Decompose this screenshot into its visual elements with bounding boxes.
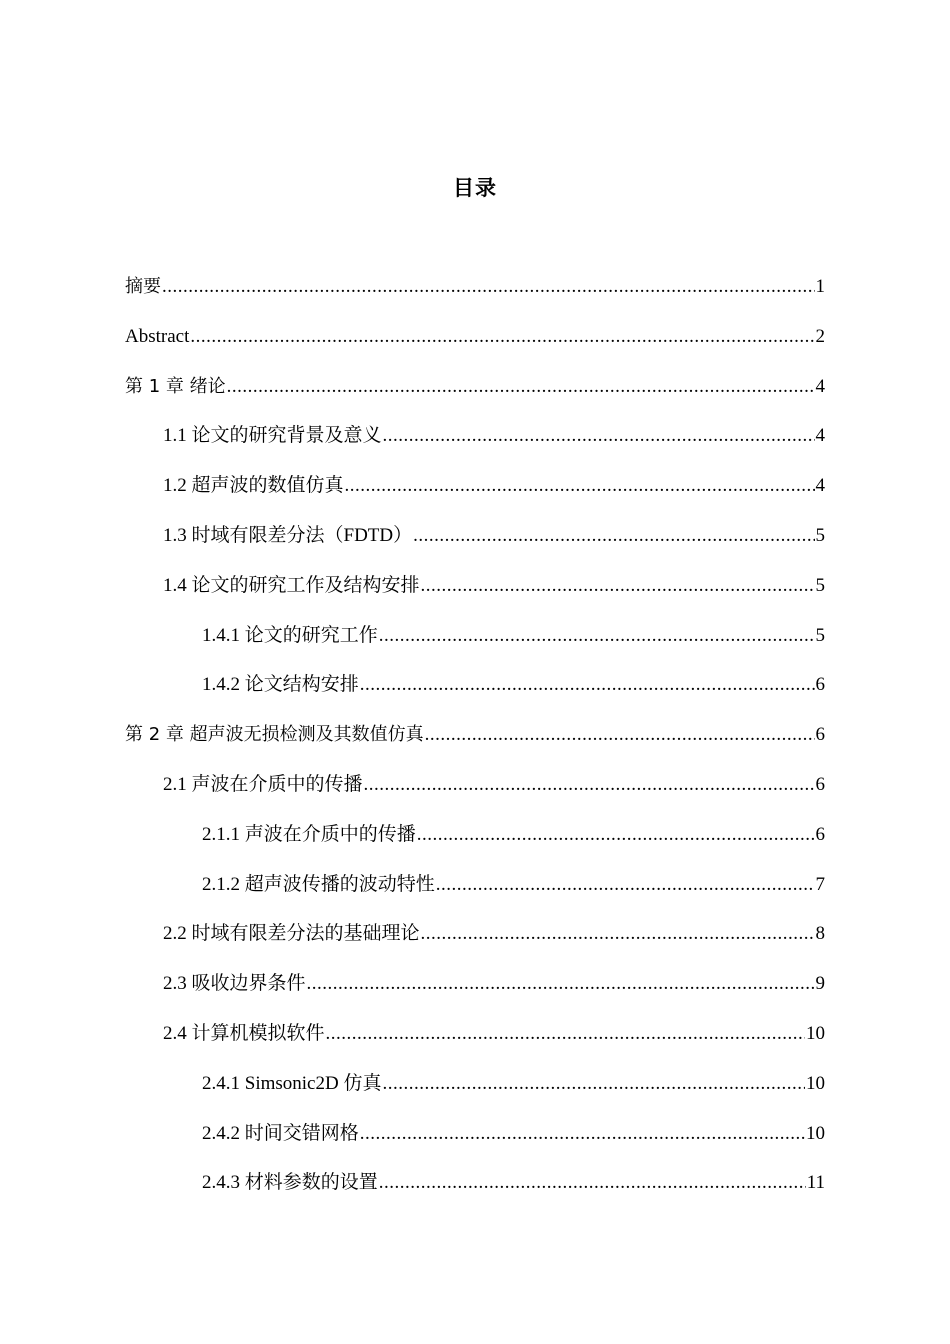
toc-entry-page: 6 <box>815 674 825 696</box>
toc-dot-leader <box>162 262 815 312</box>
toc-dot-leader <box>360 660 815 710</box>
toc-entry[interactable] <box>125 810 825 860</box>
toc-entry[interactable] <box>125 710 825 760</box>
toc-entry-page: 7 <box>815 873 825 895</box>
toc-entry-label: 1.4.1 论文的研究工作 <box>202 624 378 646</box>
toc-entry-page: 6 <box>815 724 825 746</box>
toc-entry-label: 2.4.1 Simsonic2D 仿真 <box>202 1072 382 1094</box>
toc-entry[interactable] <box>125 561 825 611</box>
toc-entry-page: 4 <box>815 475 825 497</box>
toc-entry-page: 4 <box>815 375 825 397</box>
toc-entry-page: 8 <box>815 923 825 945</box>
toc-entry-page: 5 <box>815 624 825 646</box>
toc-entry-label: 2.1.1 声波在介质中的传播 <box>202 823 416 845</box>
toc-entry-page: 6 <box>815 823 825 845</box>
toc-dot-leader <box>421 909 815 959</box>
toc-entry-page: 4 <box>815 425 825 447</box>
toc-entry[interactable] <box>125 1059 825 1109</box>
toc-entry-label: 1.4.2 论文结构安排 <box>202 674 359 696</box>
toc-entry-label: 摘要 <box>125 276 161 297</box>
toc-entry[interactable] <box>125 909 825 959</box>
toc-entry-page: 10 <box>806 1122 825 1144</box>
toc-entry[interactable] <box>125 411 825 461</box>
toc-dot-leader <box>421 561 815 611</box>
toc-entry[interactable] <box>125 362 825 412</box>
toc-entry-label: 第 1 章 绪论 <box>125 375 226 397</box>
toc-entry-page: 11 <box>806 1172 825 1194</box>
toc-entry-label: 2.1.2 超声波传播的波动特性 <box>202 873 435 895</box>
toc-dot-leader <box>383 411 815 461</box>
toc-entry-page: 10 <box>806 1072 825 1094</box>
toc-entry[interactable] <box>125 860 825 910</box>
toc-entry-page: 9 <box>815 973 825 995</box>
toc-entry-page: 2 <box>815 325 825 347</box>
toc-dot-leader <box>379 1158 806 1208</box>
toc-entry[interactable] <box>125 1009 825 1059</box>
toc-entry[interactable] <box>125 461 825 511</box>
toc-entry-page: 5 <box>815 524 825 546</box>
toc-dot-leader <box>417 810 815 860</box>
toc-entry[interactable] <box>125 312 825 362</box>
toc-dot-leader <box>364 760 815 810</box>
toc-dot-leader <box>307 959 815 1009</box>
toc-entry-label: 2.4.2 时间交错网格 <box>202 1122 359 1144</box>
toc-entry[interactable] <box>125 1158 825 1208</box>
toc-entry-label: 1.1 论文的研究背景及意义 <box>163 425 382 447</box>
toc-entry-label: 2.4 计算机模拟软件 <box>163 1022 325 1044</box>
toc-entry-label: 2.4.3 材料参数的设置 <box>202 1172 378 1194</box>
toc-entry-page: 10 <box>806 1022 825 1044</box>
toc-entry[interactable] <box>125 760 825 810</box>
toc-dot-leader <box>360 1109 805 1159</box>
toc-entry-label: 第 2 章 超声波无损检测及其数值仿真 <box>125 724 424 746</box>
toc-dot-leader <box>190 312 814 362</box>
toc-title: 目录 <box>453 176 497 200</box>
toc-entry[interactable] <box>125 611 825 661</box>
toc-entry-label: 1.2 超声波的数值仿真 <box>163 475 344 497</box>
toc-entry-label: Abstract <box>125 325 190 347</box>
toc-entry-label: 2.2 时域有限差分法的基础理论 <box>163 923 420 945</box>
toc-entry-label: 1.4 论文的研究工作及结构安排 <box>163 574 420 596</box>
toc-entry[interactable] <box>125 660 825 710</box>
toc-dot-leader <box>425 710 815 760</box>
toc-dot-leader <box>227 362 815 412</box>
toc-entry-page: 6 <box>815 773 825 795</box>
toc-list <box>125 262 825 1208</box>
toc-entry-label: 2.3 吸收边界条件 <box>163 973 306 995</box>
toc-dot-leader <box>326 1009 805 1059</box>
toc-entry[interactable] <box>125 511 825 561</box>
toc-dot-leader <box>379 611 815 661</box>
toc-entry[interactable] <box>125 1109 825 1159</box>
toc-entry-label: 2.1 声波在介质中的传播 <box>163 773 363 795</box>
toc-dot-leader <box>345 461 815 511</box>
toc-dot-leader <box>382 1059 805 1109</box>
toc-dot-leader <box>436 860 815 910</box>
toc-entry[interactable] <box>125 262 825 312</box>
toc-entry-label: 1.3 时域有限差分法（FDTD） <box>163 524 413 546</box>
toc-entry-page: 1 <box>815 276 825 297</box>
toc-dot-leader <box>413 511 814 561</box>
toc-entry-page: 5 <box>815 574 825 596</box>
toc-entry[interactable] <box>125 959 825 1009</box>
